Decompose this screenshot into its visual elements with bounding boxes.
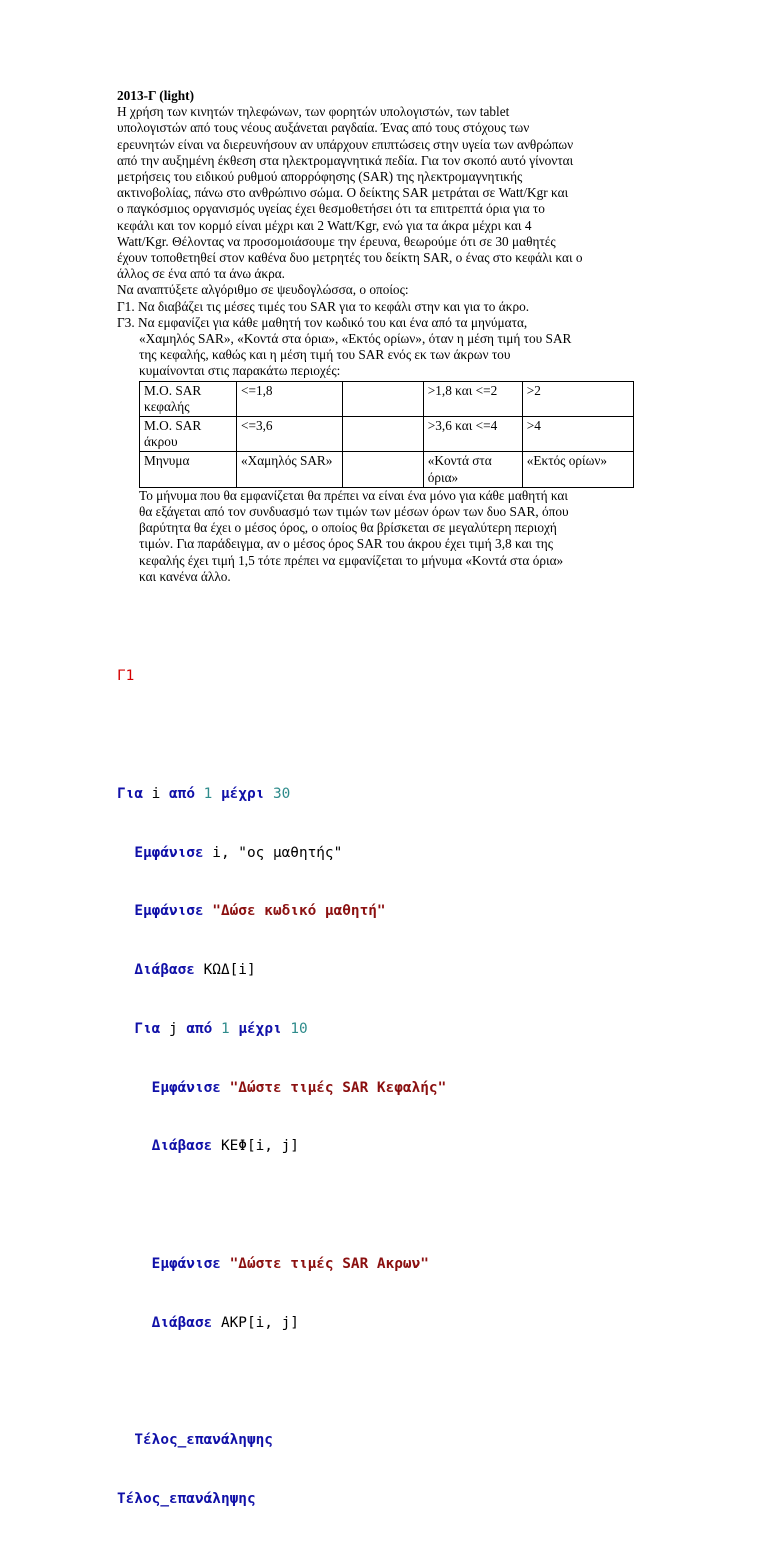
intro-line: έχουν τοποθετηθεί στον καθένα δυο μετρητές του δείκτη SAR, ο ένας στο κεφάλι και ο <box>117 250 583 266</box>
keyword: από <box>186 1020 213 1037</box>
intro-line: άλλος σε ένα από τα άνω άκρα. <box>117 266 285 282</box>
g3-line: κυμαίνονται στις παρακάτω περιοχές: <box>139 363 341 379</box>
keyword: Εμφάνισε <box>151 1079 221 1096</box>
code-line <box>117 1255 446 1275</box>
table-cell: <=3,6 <box>236 417 342 452</box>
code-line <box>117 902 446 922</box>
table-cell: >4 <box>522 417 633 452</box>
table-cell: >2 <box>522 381 633 416</box>
paragraph-line: Το μήνυμα που θα εμφανίζεται θα πρέπει να είναι ένα μόνο για κάθε μαθητή και <box>139 487 568 503</box>
paragraph-line: κεφαλής έχει τιμή 1,5 τότε πρέπει να εμφανίζεται το μήνυμα «Κοντά στα όρια» <box>139 552 564 568</box>
code-text: ΚΩΔ[i] <box>194 962 256 979</box>
number: 1 <box>195 785 221 802</box>
keyword: Τέλος_επανάληψης <box>134 1432 273 1449</box>
intro-paragraph <box>117 104 657 298</box>
table-cell: «Χαμηλός SAR» <box>236 452 342 487</box>
table-cell <box>343 452 424 487</box>
exercise-title: 2013-Γ (light) <box>117 88 195 103</box>
variable: i <box>143 785 169 802</box>
string-literal: "Δώστε τιμές SAR Κεφαλής" <box>220 1079 447 1096</box>
table-cell: >1,8 και <=2 <box>423 381 522 416</box>
question-g3 <box>117 315 657 380</box>
keyword: μέχρι <box>238 1020 282 1037</box>
keyword: Διάβασε <box>134 962 195 979</box>
code-line <box>117 1431 446 1451</box>
keyword: από <box>169 785 195 802</box>
keyword: Διάβασε <box>151 1138 213 1155</box>
g3-line: της κεφαλής, καθώς και η μέση τιμή του SAR ενός εκ των άκρων του <box>139 347 511 363</box>
intro-line: κεφάλι και τον κορμό είναι μέχρι και 2 Watt/Kgr, ενώ για τα άκρα μέχρι και 4 <box>117 217 532 233</box>
exercise-text <box>117 88 657 585</box>
table-cell: Μ.Ο. SAR άκρου <box>140 417 237 452</box>
code-line <box>117 785 446 805</box>
paragraph-line: βαρύτητα θα έχει ο μέσος όρος, ο οποίος θα βρίσκεται σε μεγαλύτερη περιοχή <box>139 520 557 536</box>
table-cell: «Εκτός ορίων» <box>522 452 633 487</box>
pseudocode-block <box>117 628 446 1549</box>
intro-line: Η χρήση των κινητών τηλεφώνων, των φορητών υπολογιστών, των tablet <box>117 104 510 120</box>
g3-line: Γ3. Να εμφανίζει για κάθε μαθητή τον κωδικό του και ένα από τα μηνύματα, <box>117 314 528 330</box>
intro-line: μετρήσεις του ειδικού ρυθμού απορρόφησης (SAR) της ηλεκτρομαγνητικής <box>117 169 523 185</box>
string-literal: "Δώσε κωδικό μαθητή" <box>203 903 386 920</box>
intro-line: Να αναπτύξετε αλγόριθμο σε ψευδογλώσσα, ο οποίος: <box>117 282 409 298</box>
keyword: μέχρι <box>221 785 265 802</box>
code-text: i, "ος μαθητής" <box>203 844 343 861</box>
table-cell: >3,6 και <=4 <box>423 417 522 452</box>
g3-line: «Χαμηλός SAR», «Κοντά στα όρια», «Εκτός ορίων», όταν η μέση τιμή του SAR <box>139 331 572 347</box>
table-cell: Μηνυμα <box>140 452 237 487</box>
intro-line: από την αυξημένη έκθεση στα ηλεκτρομαγνητικά πεδία. Για τον σκοπό αυτό γίνονται <box>117 152 574 168</box>
table-cell: Μ.Ο. SAR κεφαλής <box>140 381 237 416</box>
table-cell <box>343 417 424 452</box>
code-line <box>117 1079 446 1099</box>
table-cell: «Κοντά στα όρια» <box>423 452 522 487</box>
table-row <box>140 417 634 452</box>
keyword: Για <box>117 785 143 802</box>
intro-line: Watt/Kgr. Θέλοντας να προσομοιάσουμε την έρευνα, θεωρούμε ότι σε 30 μαθητές <box>117 233 556 249</box>
intro-line: υπολογιστών από τους νέους αυξάνεται ραγδαία. Ένας από τους στόχους των <box>117 120 530 136</box>
code-line <box>117 844 446 864</box>
code-section-header: Γ1 <box>117 668 135 685</box>
table-row <box>140 452 634 487</box>
sar-ranges-table <box>139 381 634 488</box>
code-line <box>117 1490 446 1510</box>
paragraph-line: τιμών. Για παράδειγμα, αν ο μέσος όρος SAR του άκρου έχει τιμή 3,8 και της <box>139 536 554 552</box>
keyword: Τέλος_επανάληψης <box>117 1491 256 1508</box>
number: 30 <box>264 785 291 802</box>
code-line <box>117 1314 446 1334</box>
question-g1: Γ1. Να διαβάζει τις μέσες τιμές του SAR για το κεφάλι στην και για το άκρο. <box>117 298 530 314</box>
code-line <box>117 1020 446 1040</box>
variable: j <box>160 1020 187 1037</box>
keyword: Για <box>134 1020 161 1037</box>
after-table-paragraph <box>117 488 657 585</box>
keyword: Διάβασε <box>151 1314 213 1331</box>
string-literal: "Δώστε τιμές SAR Ακρων" <box>220 1256 429 1272</box>
intro-line: ακτινοβολίας, πάνω στο ανθρώπινο σώμα. Ο δείκτης SAR μετράται σε Watt/Kgr και <box>117 185 569 201</box>
keyword: Εμφάνισε <box>134 844 204 861</box>
number: 10 <box>281 1020 308 1037</box>
paragraph-line: και κανένα άλλο. <box>139 568 231 584</box>
table-row <box>140 381 634 416</box>
code-line <box>117 961 446 981</box>
table-cell: <=1,8 <box>236 381 342 416</box>
intro-line: ο παγκόσμιος οργανισμός υγείας έχει θεσμοθετήσει ότι τα επιτρεπτά όρια για το <box>117 201 545 217</box>
code-text: ΑΚΡ[i, j] <box>212 1314 299 1331</box>
table-cell <box>343 381 424 416</box>
code-text: ΚΕΦ[i, j] <box>212 1138 299 1155</box>
intro-line: ερευνητών είναι να διερευνήσουν αν υπάρχουν επιπτώσεις στην υγεία των ανθρώπων <box>117 136 574 152</box>
number: 1 <box>212 1020 239 1037</box>
keyword: Εμφάνισε <box>151 1256 221 1272</box>
paragraph-line: θα εξάγεται από τον συνδυασμό των τιμών των μέσων όρων των δυο SAR, όπου <box>139 504 569 520</box>
code-line <box>117 1137 446 1157</box>
keyword: Εμφάνισε <box>134 903 204 920</box>
